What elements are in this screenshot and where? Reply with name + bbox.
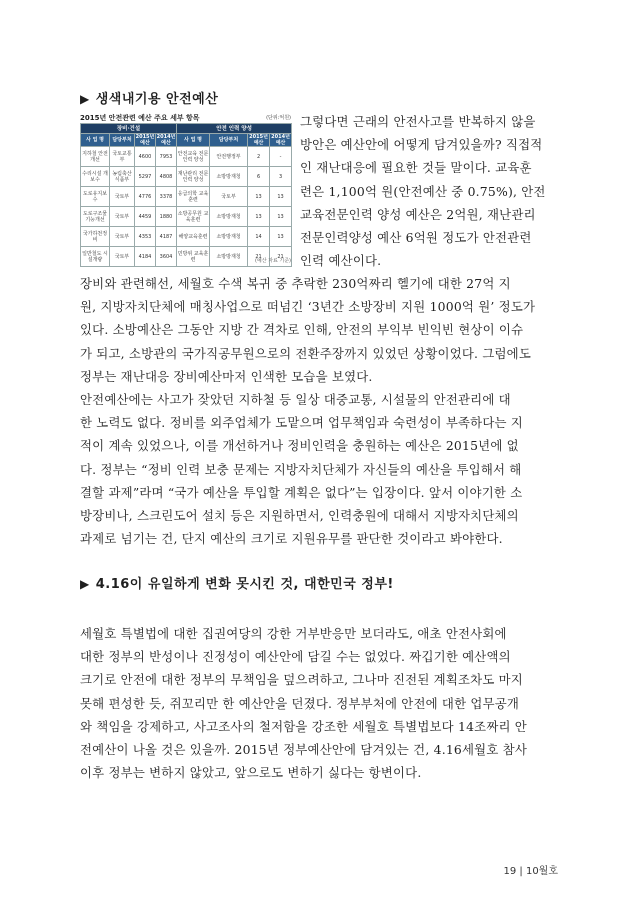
table-cell: 1880 (156, 207, 177, 227)
table-cell: 해양교육훈련 (177, 227, 210, 247)
column-header: 2014년 예산 (271, 134, 290, 146)
text-line: 다. 정부는 “정비 인력 보충 문제는 지방자치단체가 자신들의 예산을 투입해서 해 (80, 461, 522, 477)
budget-table (80, 123, 292, 267)
table-cell: 6 (248, 167, 270, 187)
text-line: 결할 과제”라며 “국가 예산을 투입할 계획은 없다”는 입장이다. 앞서 이야기한 소 (80, 484, 523, 500)
paragraph-intro (300, 110, 562, 272)
section-heading-safety-budget (80, 88, 218, 107)
text-line: 한 노력도 없다. 정비를 외주업체가 도맡으며 업무책임과 숙련성이 부족하다는 지 (80, 415, 523, 431)
triangle-bullet-icon: ▶ (80, 577, 90, 591)
table-cell: 4459 (135, 207, 156, 227)
table-cell: 소방방재청 (210, 207, 248, 227)
text-line: 가 되고, 소방관의 국가직공무원으로의 전환주장까지 있었던 상황이었다. 그럼에도 (80, 345, 532, 361)
table-cell: 소방방재청 (210, 167, 248, 187)
table-cell: 3378 (156, 187, 177, 207)
budget-table-figure (80, 113, 291, 265)
table-cell: 일반철도 시설개량 (81, 247, 110, 267)
text-line: 안전예산에는 사고가 잦았던 지하철 등 일상 대중교통, 시설물의 안전관리에 대 (80, 392, 511, 407)
page-number: 19 (503, 866, 517, 877)
column-header: 사 업 명 (177, 134, 210, 147)
table-cell: 국토부 (210, 187, 248, 207)
column-header: 담당부처 (210, 134, 248, 147)
text-line: 전문인력양성 예산 6억원 정도가 안전관련 (300, 230, 532, 246)
table-cell: 4600 (135, 147, 156, 167)
text-line: 련은 1,100억 원(안전예산 중 0.75%), 안전 (300, 183, 546, 199)
column-header: 2014년 예산 (156, 134, 176, 146)
paragraph-transit (80, 388, 562, 550)
text-line: 대한 정부의 반성이나 진정성이 예산안에 담길 수는 없었다. 짜깁기한 예산액의 (80, 649, 511, 665)
group-header-personnel: 안전 인력 양성 (177, 124, 292, 134)
table-cell: 국토부 (110, 227, 135, 247)
table-cell: 21 (270, 247, 292, 267)
text-line: 방안은 예산안에 어떻게 담겨있을까? 직접적 (300, 137, 543, 153)
heading-text: 생색내기용 안전예산 (95, 92, 219, 107)
table-cell: 4184 (135, 247, 156, 267)
column-header: 2015년 예산 (135, 134, 155, 146)
table-cell: 농림축산식품부 (110, 167, 135, 187)
table-cell: 소방방재청 (210, 247, 248, 267)
heading-text: 4.16이 유일하게 변화 못시킨 것, 대한민국 정부! (95, 577, 394, 592)
column-header: 담당부처 (110, 134, 135, 147)
table-row (81, 167, 292, 187)
table-cell: 응급의학 교육훈련 (177, 187, 210, 207)
triangle-bullet-icon: ▶ (80, 92, 90, 106)
table-cell: 4353 (135, 227, 156, 247)
text-line: 전예산이 나올 것은 있을까. 2015년 정부예산안에 담겨있는 건, 4.16세월호 참사 (80, 742, 527, 758)
text-line: 인 재난대응에 필요한 것들 말이다. 교육훈 (300, 160, 532, 176)
text-line: 있다. 소방예산은 그동안 지방 간 격차로 인해, 안전의 부익부 빈익빈 현상이 이슈 (80, 322, 524, 338)
table-unit: (단위:억원) (266, 115, 291, 121)
table-cell: 국가하천정비 (81, 227, 110, 247)
table-cell: 13 (270, 227, 292, 247)
table-row (81, 227, 292, 247)
text-line: 와 책임을 강제하고, 사고조사의 철저함을 강조한 세월호 특별법보다 14조짜리 안 (80, 718, 527, 734)
text-line: 이후 정부는 변하지 않았고, 앞으로도 변하기 싫다는 항변이다. (80, 765, 422, 781)
table-cell: 13 (270, 187, 292, 207)
paragraph-equipment (80, 272, 562, 388)
table-cell: 13 (270, 207, 292, 227)
text-line: 인력 예산이다. (300, 253, 382, 269)
table-cell: 국토부 (110, 247, 135, 267)
table-cell: 소방방재청 (210, 227, 248, 247)
table-cell: 민방위 교육훈련 (177, 247, 210, 267)
table-cell: 3604 (156, 247, 177, 267)
table-row (81, 207, 292, 227)
table-cell: 재난관리 전문인력 양성 (177, 167, 210, 187)
table-cell: 지하철 안전개선 (81, 147, 110, 167)
table-cell: 2 (248, 147, 270, 167)
table-cell: 3 (270, 167, 292, 187)
group-header-equipment: 장비·건설 (81, 124, 177, 134)
section-heading-government (80, 573, 394, 592)
text-line: 크기로 안전에 대한 정부의 무책임을 덮으려하고, 그나마 진전된 계획조차도 마지 (80, 672, 523, 688)
issue-label: 10월호 (525, 866, 558, 877)
table-cell: 14 (248, 227, 270, 247)
table-cell: 13 (248, 187, 270, 207)
table-cell: 소방공무원 교육훈련 (177, 207, 210, 227)
table-cell: 4187 (156, 227, 177, 247)
table-cell: - (270, 147, 292, 167)
table-cell: 안전행정부 (210, 147, 248, 167)
text-line: 교육전문인력 양성 예산은 2억원, 재난관리 (300, 206, 536, 222)
column-header: 사 업 명 (81, 134, 110, 147)
column-header: 2015년 예산 (249, 134, 268, 146)
table-cell: 국토교통부 (110, 147, 135, 167)
table-cell: 4776 (135, 187, 156, 207)
paragraph-conclusion (80, 622, 562, 784)
text-line: 세월호 특별법에 대한 집권여당의 강한 거부반응만 보더라도, 애초 안전사회에 (80, 626, 507, 641)
table-source: (예산 자료 기준) (254, 258, 291, 264)
table-cell: 21 (248, 247, 270, 267)
page-footer: 19 | 10월호 (503, 866, 558, 877)
table-cell: 수리시설 개보수 (81, 167, 110, 187)
text-line: 정부는 재난대응 장비예산마저 인색한 모습을 보였다. (80, 368, 373, 384)
text-line: 방장비나, 스크린도어 설치 등은 지원하면서, 인력충원에 대해서 지방자치단체의 (80, 508, 519, 524)
table-cell: 안전교육 전문인력 양성 (177, 147, 210, 167)
text-line: 과제로 넘기는 건, 단지 예산의 크기로 지원유무를 판단한 것이라고 봐야한다. (80, 531, 503, 547)
table-cell: 5297 (135, 167, 156, 187)
table-title: 2015년 안전관련 예산 주요 세부 항목 (80, 114, 200, 122)
text-line: 적이 계속 있었으나, 이를 개선하거나 정비인력을 충원하는 예산은 2015년에 없 (80, 438, 519, 454)
text-line: 원, 지방자치단체에 매칭사업으로 떠넘긴 ‘3년간 소방장비 지원 1000억 원’ 정도가 (80, 299, 536, 315)
table-cell: 13 (248, 207, 270, 227)
table-cell: 4808 (156, 167, 177, 187)
table-row (81, 187, 292, 207)
table-row (81, 147, 292, 167)
table-cell: 도로유지보수 (81, 187, 110, 207)
table-cell: 국토부 (110, 187, 135, 207)
table-cell: 도로구조물 기능개선 (81, 207, 110, 227)
text-line: 못해 편성한 듯, 쥐꼬리만 한 예산안을 던졌다. 정부부처에 안전에 대한 업무공개 (80, 695, 520, 711)
text-line: 장비와 관련해선, 세월호 수색 복귀 중 추락한 230억짜리 헬기에 대한 27억 지 (80, 276, 511, 291)
table-cell: 7953 (156, 147, 177, 167)
text-line: 그렇다면 근래의 안전사고를 반복하지 않을 (300, 114, 536, 129)
table-cell: 국토부 (110, 207, 135, 227)
